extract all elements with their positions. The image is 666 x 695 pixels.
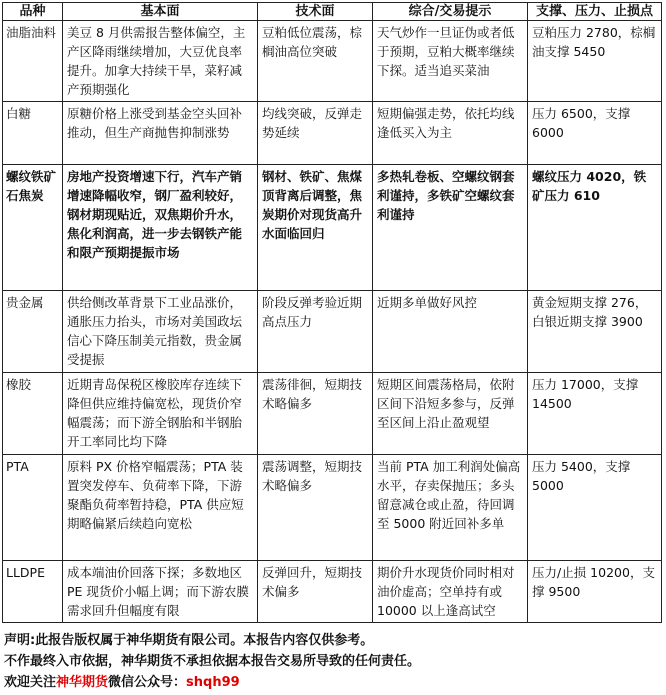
row-variety: 橡胶 [3, 373, 63, 455]
row-support: 螺纹压力 4020，铁矿压力 610 [528, 165, 662, 291]
follow-prefix: 欢迎关注 [4, 675, 57, 690]
table-row [3, 373, 662, 455]
row-comprehensive: 短期区间震荡格局，依附区间下沿短多参与，反弹至区间上沿止盈观望 [373, 373, 528, 455]
row-technical: 震荡调整，短期技术略偏多 [258, 455, 373, 561]
row-variety: 贵金属 [3, 291, 63, 373]
row-technical: 钢材、铁矿、焦煤顶背离后调整，焦炭期价对现货高升水面临回归 [258, 165, 373, 291]
row-comprehensive: 天气炒作一旦证伪或者低于预期，豆粕大概率继续下探。适当追买菜油 [373, 21, 528, 102]
row-fundamental: 供给侧改革背景下工业品涨价，通胀压力抬头，市场对美国政坛信心下降压制美元指数，贵金属受提振 [63, 291, 258, 373]
row-support: 豆粕压力 2780，棕榈油支撑 5450 [528, 21, 662, 102]
row-fundamental: 原糖价格上涨受到基金空头回补推动，但生产商抛售抑制涨势 [63, 102, 258, 165]
row-support: 黄金短期支撑 276，白银近期支撑 3900 [528, 291, 662, 373]
header-technical: 技术面 [258, 3, 373, 21]
wechat-label: 微信公众号： [108, 675, 187, 690]
row-variety: 油脂油料 [3, 21, 63, 102]
disclaimer [4, 630, 664, 693]
row-technical: 豆粕低位震荡，棕榈油高位突破 [258, 21, 373, 102]
table-row [3, 455, 662, 561]
row-comprehensive: 当前 PTA 加工利润处偏高水平，存卖保抛压；多头留意减仓或止盈，待回调至 5000 附近回补多单 [373, 455, 528, 561]
row-support: 压力 17000，支撑 14500 [528, 373, 662, 455]
row-support: 压力/止损 10200，支撑 9500 [528, 561, 662, 623]
row-fundamental: 美豆 8 月供需报告整体偏空，主产区降雨继续增加，大豆优良率提升。加拿大持续干旱，菜籽减产预期强化 [63, 21, 258, 102]
row-technical: 反弹回升，短期技术偏多 [258, 561, 373, 623]
row-support: 压力 5400，支撑 5000 [528, 455, 662, 561]
table-row [3, 21, 662, 102]
table-row [3, 561, 662, 623]
row-comprehensive: 短期偏强走势，依托均线逢低买入为主 [373, 102, 528, 165]
row-variety: 螺纹铁矿石焦炭 [3, 165, 63, 291]
row-comprehensive: 多热轧卷板、空螺纹钢套利谨持，多铁矿空螺纹套利谨持 [373, 165, 528, 291]
row-variety: 白糖 [3, 102, 63, 165]
header-variety: 品种 [3, 3, 63, 21]
row-technical: 均线突破，反弹走势延续 [258, 102, 373, 165]
disclaimer-line-3 [4, 672, 664, 693]
row-technical: 震荡徘徊，短期技术略偏多 [258, 373, 373, 455]
row-variety: PTA [3, 455, 63, 561]
header-fundamental: 基本面 [63, 3, 258, 21]
row-comprehensive: 期价升水现货价同时相对油价虚高；空单持有或 10000 以上逢高试空 [373, 561, 528, 623]
table-header-row [3, 3, 662, 21]
row-fundamental: 房地产投资增速下行，汽车产销增速降幅收窄，钢厂盈利较好，钢材期现贴近，双焦期价升水，焦化利润高，进一步去钢铁产能和限产预期提振市场 [63, 165, 258, 291]
table-row [3, 291, 662, 373]
market-report-table [2, 2, 662, 623]
row-support: 压力 6500，支撑 6000 [528, 102, 662, 165]
disclaimer-line-2: 不作最终入市依据，神华期货不承担依据本报告交易所导致的任何责任。 [4, 654, 421, 669]
disclaimer-line-1: 声明:此报告版权属于神华期货有限公司。本报告内容仅供参考。 [4, 633, 374, 648]
row-variety: LLDPE [3, 561, 63, 623]
wechat-account: shqh99 [186, 675, 240, 690]
row-technical: 阶段反弹考验近期高点压力 [258, 291, 373, 373]
row-fundamental: 成本端油价回落下探；多数地区 PE 现货价小幅上调；而下游农膜需求回升但幅度有限 [63, 561, 258, 623]
row-fundamental: 原料 PX 价格窄幅震荡；PTA 装置突发停车、负荷率下降，下游聚酯负荷率暂持稳，PTA 供应短期略偏紧后续趋向宽松 [63, 455, 258, 561]
company-name-highlight: 神华期货 [56, 675, 109, 690]
header-comprehensive: 综合/交易提示 [373, 3, 528, 21]
row-fundamental: 近期青岛保税区橡胶库存连续下降但供应维持偏宽松，现货价窄幅震荡；而下游全钢胎和半钢胎开工率同比均下降 [63, 373, 258, 455]
header-support: 支撑、压力、止损点 [528, 3, 662, 21]
table-row [3, 102, 662, 165]
table-row [3, 165, 662, 291]
row-comprehensive: 近期多单做好风控 [373, 291, 528, 373]
